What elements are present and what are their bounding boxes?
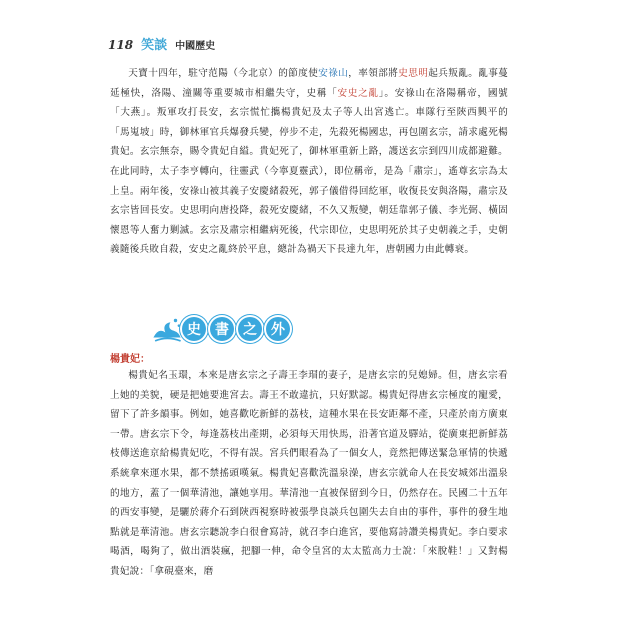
intro-text-5: 」。安 (378, 87, 406, 99)
story-subheading: 楊貴妃： (110, 354, 150, 365)
intro-text-2: ，率領部將 (348, 68, 399, 79)
intro-text-4: 叛亂。亂事蔓延極快，洛陽、潼關等重要城市相繼失守，史稱「 (110, 68, 509, 99)
banner-char: 史 (182, 317, 206, 341)
banner-char: 書 (210, 317, 234, 341)
banner-char: 之 (238, 317, 262, 341)
story-paragraph (110, 366, 508, 582)
intro-text-rest: 祿山在洛陽稱帝，國號「大燕」。叛軍攻打長安，玄宗慌忙攜楊貴妃及太子等人出宮逃亡。車隊行至陝西興平的「馬嵬坡」時，御林軍官兵爆發兵變，停步不走，先殺死楊國忠，再包圍玄宗，請求處死楊貴妃。玄宗無奈，賜令貴妃自縊。貴妃死了，御林軍重新上路，護送玄宗到四川成都避難。在此同時，太子李亨轉向，往靈武（今寧夏靈武），即位稱帝，是為「肅宗」，遙尊玄宗為太上皇。兩年後，安祿山被其義子安慶緒殺死，郭子儀借得回紇軍，收復長安與洛陽，肅宗及玄宗皆回長安。史思明向唐投降，殺死安慶緒，不久又叛變，朝廷靠郭子儀、李光弼、橫固懷恩等人奮力剿滅。玄宗及肅宗相繼病死後，代宗即位，史思明死於其子史朝義之手，史朝義隨後兵敗自殺，安史之亂終於平息，總計為禍天下長達九年，唐朝國力由此轉衰。 (110, 87, 509, 256)
banner-char: 外 (266, 317, 290, 341)
series-subtitle: 中國歷史 (175, 41, 216, 52)
wave-icon (150, 312, 184, 346)
section-banner (182, 317, 290, 341)
intro-text (110, 64, 508, 260)
page-number: 118 (108, 38, 134, 52)
page-header (108, 34, 215, 54)
story-text: 楊貴妃名玉環，本來是唐玄宗之子壽王李瑁的妻子，是唐玄宗的兒媳婦。但，唐玄宗看上她的美貌，硬是把她要進宮去。壽王不敢違抗，只好默認。楊貴妃得唐玄宗極度的寵愛，留下了許多韻事。例如，她喜歡吃新鮮的荔枝，這種水果在長安距鄰不產，只產於南方廣東一帶。唐玄宗下令，每逢荔枝出產期，必須每天用快馬，沿著官道及驛站，從廣東把新鮮荔枝傳送進京給楊貴妃吃，不得有誤。宮兵們眼看為了一個女人，竟然把傳送緊急軍情的快遞系統拿來運水果，都不禁搖頭嘆氣。楊貴妃喜歡洗溫泉澡，唐玄宗就命人在長安城郊出溫泉的地方，蓋了一個華清池，讓她享用。華清池一直被保留到今日，仍然存在。民國二十五年的西安事變，是驪於蔣介石到陝西視察時被張學良談兵包圍失去自由的事件，事件的發生地點就是華清池。唐玄宗聽說李白很會寫詩，就召李白進宮，要他寫詩讚美楊貴妃。李白要求喝酒，喝夠了，做出酒裝瘋，把腳一伸，命令皇宮的太太監高力士說：「來脫鞋！」又對楊貴妃說：「拿硯臺來，磨 (110, 370, 508, 577)
intro-text-3: 起兵 (428, 68, 449, 79)
series-title: 笑談 (141, 38, 168, 53)
person-an-lushan: 安祿山 (318, 68, 349, 79)
term-an-shi-rebellion: 安史之亂 (337, 87, 379, 99)
intro-paragraph (110, 64, 508, 260)
person-shi-siming: 史思明 (398, 68, 429, 79)
section-heading (150, 310, 290, 348)
intro-text-1: 天寶十四年，駐守范陽（今北京）的節度使 (128, 68, 319, 79)
